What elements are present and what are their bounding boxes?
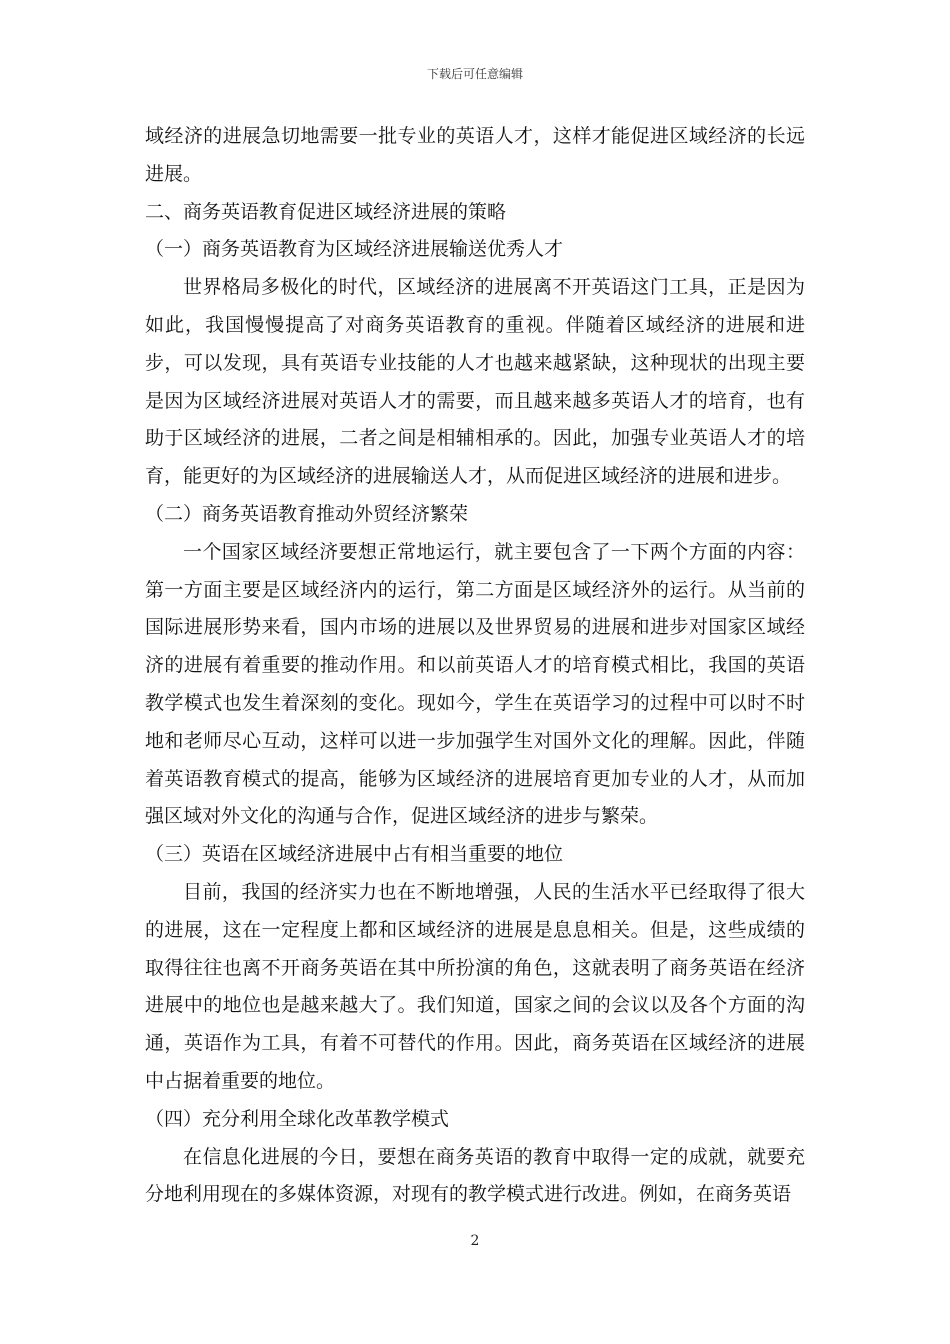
paragraph-1: 世界格局多极化的时代，区域经济的进展离不开英语这门工具，正是因为如此，我国慢慢提高了对商务英语教育的重视。伴随着区域经济的进展和进步，可以发现，具有英语专业技能的人才也越来越紧缺，这种现状的出现主要是因为区域经济进展对英语人才的需要，而且越来越多英语人才的培育，也有助于区域经济的进展，二者之间是相辅相承的。因此，加强专业英语人才的培育，能更好的为区域经济的进展输送人才，从而促进区域经济的进展和进步。 — [145, 276, 805, 488]
subsection-heading-3: （三）英语在区域经济进展中占有相当重要的地位 — [145, 843, 564, 866]
paragraph-4: 在信息化进展的今日，要想在商务英语的教育中取得一定的成就，就要充分地利用现在的多媒体资源，对现有的教学模式进行改进。例如，在商务英语 — [145, 1145, 805, 1206]
paragraph-intro: 域经济的进展急切地需要一批专业的英语人才，这样才能促进区域经济的长远进展。 — [145, 125, 805, 185]
paragraph-3: 目前，我国的经济实力也在不断地增强，人民的生活水平已经取得了很大的进展，这在一定程度上都和区域经济的进展是息息相关。但是，这些成绩的取得往往也离不开商务英语在其中所扮演的角色，这就表明了商务英语在经济进展中的地位也是越来越大了。我们知道，国家之间的会议以及各个方面的沟通，英语作为工具，有着不可替代的作用。因此，商务英语在区域经济的进展中占据着重要的地位。 — [145, 880, 805, 1092]
subsection-heading-2: （二）商务英语教育推动外贸经济繁荣 — [145, 502, 469, 525]
subsection-heading-4: （四）充分利用全球化改革教学模式 — [145, 1107, 450, 1130]
page-number: 2 — [470, 1233, 480, 1249]
document-body — [145, 118, 805, 1214]
page-header: 下载后可任意编辑 — [426, 67, 523, 81]
section-heading: 二、商务英语教育促进区域经济进展的策略 — [145, 200, 507, 223]
paragraph-2: 一个国家区域经济要想正常地运行，就主要包含了一下两个方面的内容：第一方面主要是区域经济内的运行，第二方面是区域经济外的运行。从当前的国际进展形势来看，国内市场的进展以及世界贸易的进展和进步对国家区域经济的进展有着重要的推动作用。和以前英语人才的培育模式相比，我国的英语教学模式也发生着深刻的变化。现如今，学生在英语学习的过程中可以时不时地和老师尽心互动，这样可以进一步加强学生对国外文化的理解。因此，伴随着英语教育模式的提高，能够为区域经济的进展培育更加专业的人才，从而加强区域对外文化的沟通与合作，促进区域经济的进步与繁荣。 — [145, 540, 805, 828]
subsection-heading-1: （一）商务英语教育为区域经济进展输送优秀人才 — [145, 238, 564, 261]
